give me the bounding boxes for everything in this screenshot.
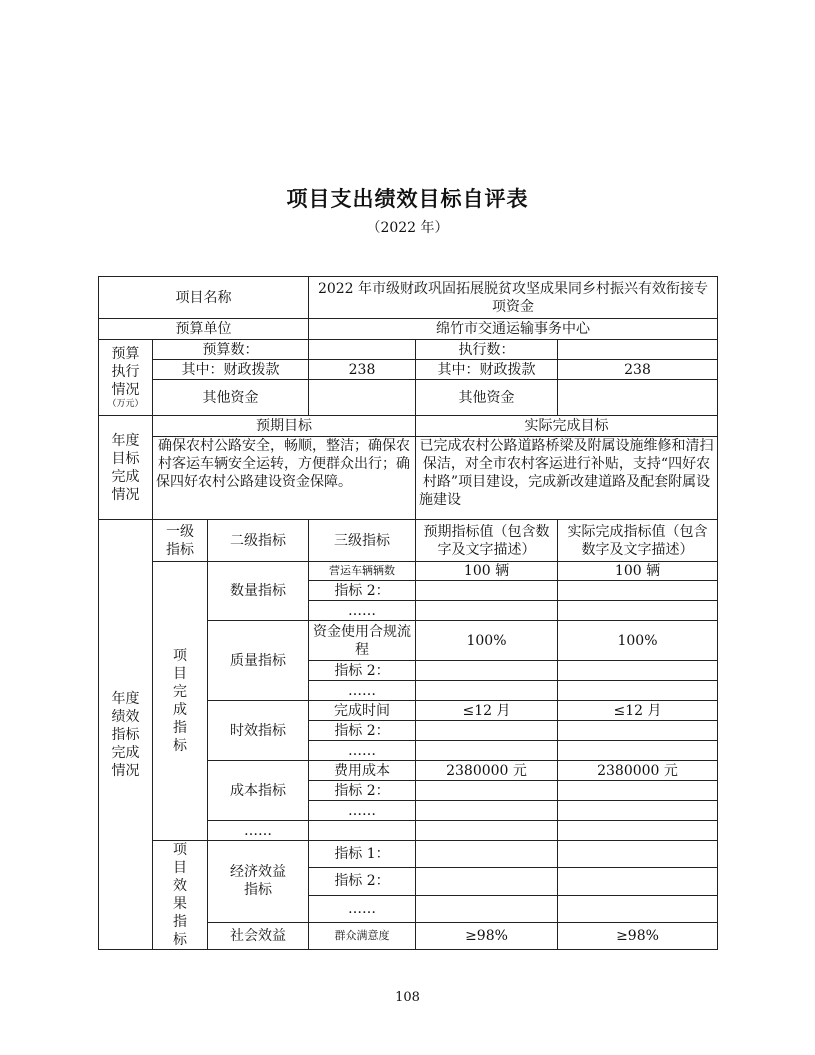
time-row-2-actual — [558, 721, 718, 741]
cost-row-1-expected: 2380000 元 — [416, 761, 558, 781]
expected-value-header: 预期指标值（包含数字及文字描述） — [416, 520, 558, 562]
level2-header: 二级指标 — [208, 520, 309, 562]
time-row-3-actual — [558, 741, 718, 761]
effect-indicator-label — [153, 841, 208, 950]
other-exec-value — [558, 380, 718, 416]
actual-value-header: 实际完成指标值（包含数字及文字描述） — [558, 520, 718, 562]
economic-row-3-name: …… — [309, 895, 416, 922]
economic-indicator-text: 经济效益指标 — [229, 864, 286, 899]
level1-header — [153, 520, 208, 562]
economic-row-3-actual — [558, 895, 718, 922]
completion-more-expected — [416, 821, 558, 841]
cost-row-3-expected — [416, 801, 558, 821]
social-indicator-label: 社会效益 — [208, 922, 309, 949]
time-row-3-name: …… — [309, 741, 416, 761]
economic-row-2-actual — [558, 868, 718, 895]
economic-row-2-name: 指标 2： — [309, 868, 416, 895]
quantity-row-1-actual: 100 辆 — [558, 562, 718, 581]
quality-row-1-expected: 100% — [416, 621, 558, 661]
expected-goal-text: 确保农村公路安全，畅顺，整洁；确保农村客运车辆安全运转，方便群众出行；确保四好农村公路建设资金保障。 — [153, 437, 416, 520]
budget-amount-value — [309, 340, 416, 360]
year-note: （2022 年） — [366, 220, 449, 236]
quality-row-3-expected — [416, 681, 558, 701]
economic-row-1-expected — [416, 841, 558, 868]
economic-row-1-actual — [558, 841, 718, 868]
time-row-1-name: 完成时间 — [309, 701, 416, 721]
quality-indicator-label: 质量指标 — [208, 621, 309, 701]
cost-row-2-expected — [416, 781, 558, 801]
social-row-1-name: 群众满意度 — [309, 922, 416, 949]
level1-header-text: 一级指标 — [165, 523, 194, 558]
completion-more: …… — [208, 821, 309, 841]
quality-row-3-actual — [558, 681, 718, 701]
quality-row-2-actual — [558, 661, 718, 681]
annual-goal-section-text: 年度目标完成情况 — [111, 432, 140, 503]
exec-amount-value — [558, 340, 718, 360]
budget-section-text: 预算执行情况 — [111, 346, 140, 398]
project-name-value: 2022 年市级财政巩固拓展脱贫攻坚成果同乡村振兴有效衔接专项资金 — [309, 277, 718, 319]
economic-row-2-expected — [416, 868, 558, 895]
quality-row-2-expected — [416, 661, 558, 681]
performance-table — [98, 276, 718, 950]
time-row-2-expected — [416, 721, 558, 741]
cost-row-2-name: 指标 2： — [309, 781, 416, 801]
fiscal-budget-value: 238 — [309, 360, 416, 380]
social-row-1-expected: ≥98% — [416, 922, 558, 949]
actual-goal-header: 实际完成目标 — [416, 416, 718, 437]
budget-section-label — [99, 340, 153, 416]
cost-row-3-actual — [558, 801, 718, 821]
budget-amount-label: 预算数： — [153, 340, 309, 360]
page-number: 108 — [395, 990, 420, 1005]
effect-indicator-text: 项目效果指标 — [173, 842, 187, 948]
economic-row-3-expected — [416, 895, 558, 922]
cost-indicator-label: 成本指标 — [208, 761, 309, 821]
budget-unit-value: 绵竹市交通运输事务中心 — [309, 319, 718, 340]
project-name-label: 项目名称 — [99, 277, 309, 319]
cost-row-3-name: …… — [309, 801, 416, 821]
quantity-row-3-name: …… — [309, 601, 416, 621]
completion-indicator-label — [153, 562, 208, 841]
time-row-1-expected: ≤12 月 — [416, 701, 558, 721]
fiscal-exec-value: 238 — [558, 360, 718, 380]
social-row-1-actual: ≥98% — [558, 922, 718, 949]
time-row-1-actual: ≤12 月 — [558, 701, 718, 721]
economic-indicator-label — [208, 841, 309, 923]
quantity-row-2-expected — [416, 581, 558, 601]
exec-amount-label: 执行数： — [416, 340, 558, 360]
quantity-row-3-expected — [416, 601, 558, 621]
indicator-section-text: 年度绩效指标完成情况 — [111, 690, 140, 779]
quantity-row-3-actual — [558, 601, 718, 621]
quality-row-2-name: 指标 2： — [309, 661, 416, 681]
cost-row-2-actual — [558, 781, 718, 801]
cost-row-1-actual: 2380000 元 — [558, 761, 718, 781]
quality-row-1-actual: 100% — [558, 621, 718, 661]
budget-unit-label: 预算单位 — [99, 319, 309, 340]
expected-goal-header: 预期目标 — [153, 416, 416, 437]
indicator-section-label — [99, 520, 153, 950]
quality-row-1-name: 资金使用合规流程 — [309, 621, 416, 661]
time-row-3-expected — [416, 741, 558, 761]
completion-indicator-text: 项目完成指标 — [173, 648, 187, 754]
other-funds-value — [309, 380, 416, 416]
quantity-indicator-label: 数量指标 — [208, 562, 309, 621]
fiscal-exec-label: 其中：财政拨款 — [416, 360, 558, 380]
other-funds-label: 其他资金 — [153, 380, 309, 416]
quality-row-3-name: …… — [309, 681, 416, 701]
economic-row-1-name: 指标 1： — [309, 841, 416, 868]
completion-more-name — [309, 821, 416, 841]
completion-more-actual — [558, 821, 718, 841]
quantity-row-2-name: 指标 2： — [309, 581, 416, 601]
page-title: 项目支出绩效目标自评表 — [286, 187, 529, 211]
cost-row-1-name: 费用成本 — [309, 761, 416, 781]
quantity-row-1-expected: 100 辆 — [416, 562, 558, 581]
annual-goal-section-label — [99, 416, 153, 520]
quantity-row-2-actual — [558, 581, 718, 601]
time-indicator-label: 时效指标 — [208, 701, 309, 761]
fiscal-budget-label: 其中：财政拨款 — [153, 360, 309, 380]
level3-header: 三级指标 — [309, 520, 416, 562]
quantity-row-1-name: 营运车辆辆数 — [309, 562, 416, 581]
actual-goal-text: 已完成农村公路道路桥梁及附属设施维修和清扫保洁，对全市农村客运进行补贴，支持“四好农村路”项目建设，完成新改建道路及配套附属设施建设 — [416, 437, 718, 520]
budget-section-unit: （万元） — [107, 399, 144, 409]
time-row-2-name: 指标 2： — [309, 721, 416, 741]
other-exec-label: 其他资金 — [416, 380, 558, 416]
